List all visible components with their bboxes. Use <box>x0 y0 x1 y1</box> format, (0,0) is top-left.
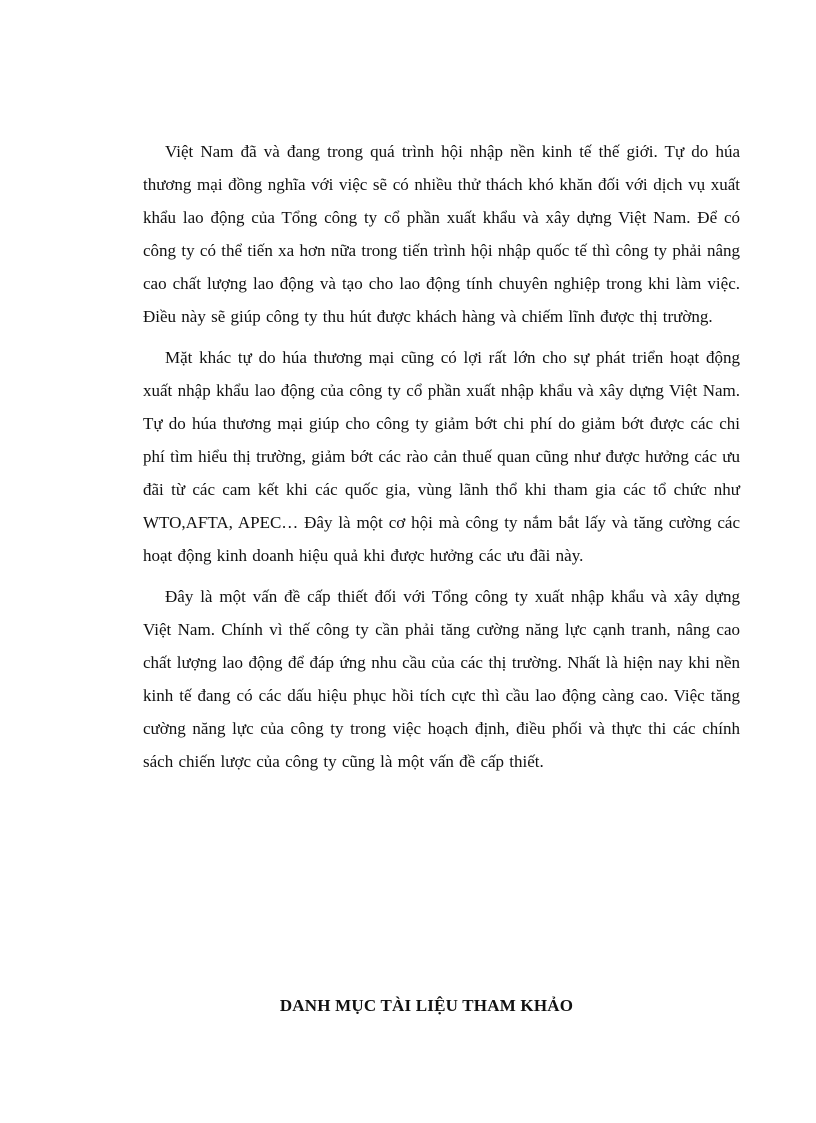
paragraph-2: Mặt khác tự do húa thương mại cũng có lợi rất lớn cho sự phát triển hoạt động xuất nhập khẩu lao động của công ty cổ phần xuất nhập khẩu và xây dựng Việt Nam. Tự do húa thương mại giúp cho công ty giảm bớt chi phí do giảm bớt được các chi phí tìm hiểu thị trường, giảm bớt các rào cản thuế quan cũng như được hưởng các ưu đãi từ các cam kết khi các quốc gia, vùng lãnh thổ khi tham gia các tổ chức như WTO,AFTA, APEC… Đây là một cơ hội mà công ty nắm bắt lấy và tăng cường các hoạt động kinh doanh hiệu quả khi được hưởng các ưu đãi này. <box>143 348 740 565</box>
document-body <box>143 135 740 786</box>
paragraph-1: Việt Nam đã và đang trong quá trình hội nhập nền kinh tế thế giới. Tự do húa thương mại đồng nghĩa với việc sẽ có nhiều thử thách khó khăn đối với dịch vụ xuất khẩu lao động của Tổng công ty cổ phần xuất khẩu và xây dựng Việt Nam. Để có công ty có thể tiến xa hơn nữa trong tiến trình hội nhập quốc tế thì công ty phải nâng cao chất lượng lao động và tạo cho lao động tính chuyên nghiệp trong khi làm việc. Điều này sẽ giúp công ty thu hút được khách hàng và chiếm lĩnh được thị trường. <box>143 142 740 326</box>
paragraph-3: Đây là một vấn đề cấp thiết đối với Tổng công ty xuất nhập khẩu và xây dựng Việt Nam. Chính vì thế công ty cần phải tăng cường năng lực cạnh tranh, nâng cao chất lượng lao động để đáp ứng nhu cầu của các thị trường. Nhất là hiện nay khi nền kinh tế đang có các dấu hiệu phục hồi tích cực thì cầu lao động càng cao. Việc tăng cường năng lực của công ty trong việc hoạch định, điều phối và thực thi các chính sách chiến lược của công ty cũng là một vấn đề cấp thiết. <box>143 587 740 771</box>
references-heading: DANH MỤC TÀI LIỆU THAM KHẢO <box>279 996 574 1015</box>
